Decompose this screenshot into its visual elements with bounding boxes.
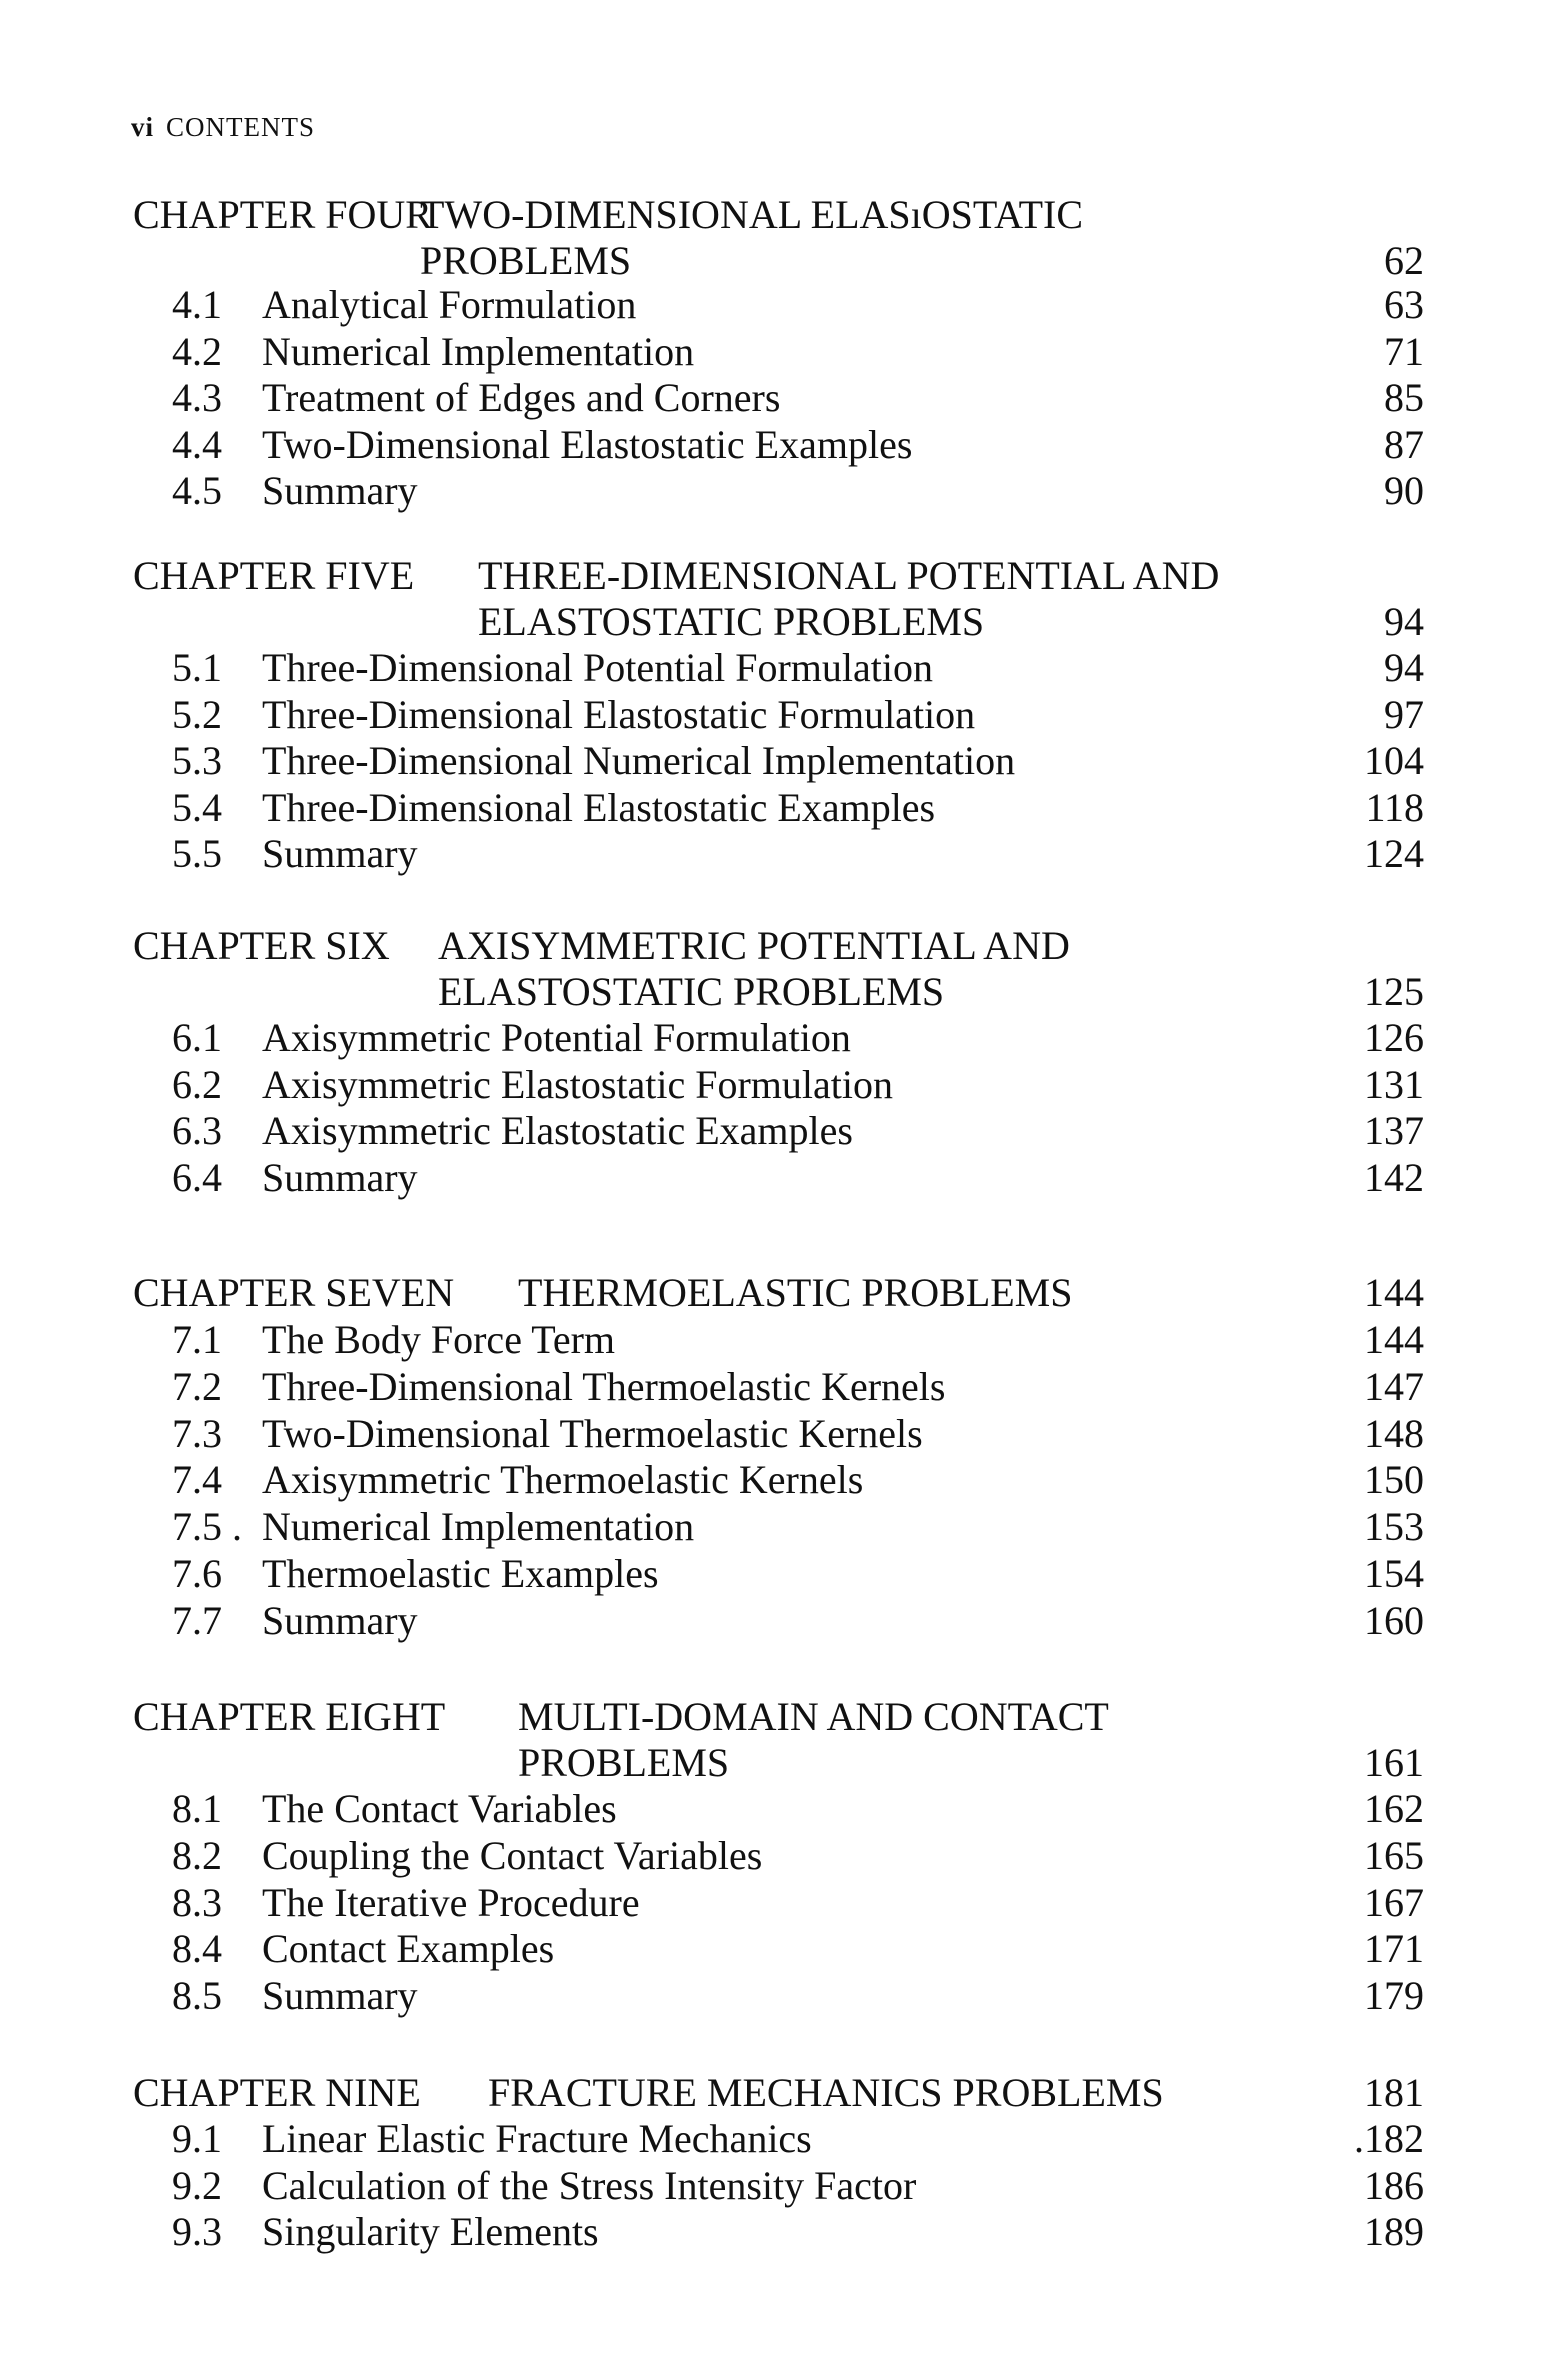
section-entry bbox=[0, 1364, 1557, 1410]
section-page-number: 118 bbox=[1365, 785, 1424, 830]
section-entry bbox=[0, 2116, 1557, 2162]
chapter-heading bbox=[133, 1694, 445, 1740]
section-page-number: 126 bbox=[1364, 1015, 1424, 1060]
chapter-page-number: 125 bbox=[1364, 969, 1424, 1014]
section-entry bbox=[0, 282, 1557, 328]
chapter-heading bbox=[133, 2070, 421, 2116]
section-title: Axisymmetric Elastostatic Formulation bbox=[262, 1062, 894, 1107]
section-title: Three-Dimensional Potential Formulation bbox=[262, 645, 933, 690]
section-page-number: 63 bbox=[1384, 282, 1424, 327]
chapter-page-number: 144 bbox=[1364, 1270, 1424, 1315]
section-page-number: 147 bbox=[1364, 1364, 1424, 1409]
section-title: Singularity Elements bbox=[262, 2209, 599, 2254]
chapter-label: CHAPTER SIX bbox=[133, 923, 390, 968]
section-page-number: 97 bbox=[1384, 692, 1424, 737]
section-page-number: 160 bbox=[1364, 1598, 1424, 1643]
section-number: 8.2 bbox=[172, 1833, 222, 1878]
section-title: Treatment of Edges and Corners bbox=[262, 375, 781, 420]
chapter-title-line1: FRACTURE MECHANICS PROBLEMS bbox=[488, 2070, 1164, 2115]
section-entry bbox=[0, 785, 1557, 831]
chapter-title-line2: ELASTOSTATIC PROBLEMS bbox=[478, 599, 985, 644]
section-page-number: 153 bbox=[1364, 1504, 1424, 1549]
section-number: 4.5 bbox=[172, 468, 222, 513]
section-number: 9.3 bbox=[172, 2209, 222, 2254]
section-title: Axisymmetric Thermoelastic Kernels bbox=[262, 1457, 864, 1502]
section-number: 8.4 bbox=[172, 1926, 222, 1971]
section-entry bbox=[0, 329, 1557, 375]
section-entry bbox=[0, 1015, 1557, 1061]
section-entry bbox=[0, 645, 1557, 691]
section-page-number: 167 bbox=[1364, 1880, 1424, 1925]
section-number: 6.2 bbox=[172, 1062, 222, 1107]
section-number: 4.1 bbox=[172, 282, 222, 327]
chapter-page-number: 161 bbox=[1364, 1740, 1424, 1785]
section-title: Summary bbox=[262, 831, 418, 876]
section-number: 7.5 . bbox=[172, 1504, 242, 1549]
section-page-number: 94 bbox=[1384, 645, 1424, 690]
chapter-heading bbox=[133, 553, 414, 599]
section-number: 7.6 bbox=[172, 1551, 222, 1596]
section-title: Summary bbox=[262, 1155, 418, 1200]
chapter-label: CHAPTER NINE bbox=[133, 2070, 421, 2115]
section-page-number: 148 bbox=[1364, 1411, 1424, 1456]
section-title: Thermoelastic Examples bbox=[262, 1551, 659, 1596]
section-number: 8.3 bbox=[172, 1880, 222, 1925]
section-number: 8.5 bbox=[172, 1973, 222, 2018]
section-page-number: 104 bbox=[1364, 738, 1424, 783]
chapter-title-line2: PROBLEMS bbox=[420, 238, 632, 283]
chapter-title-line1: MULTI-DOMAIN AND CONTACT bbox=[518, 1694, 1109, 1739]
section-title: Contact Examples bbox=[262, 1926, 555, 1971]
section-page-number: 186 bbox=[1364, 2163, 1424, 2208]
section-title: Coupling the Contact Variables bbox=[262, 1833, 763, 1878]
section-title: Analytical Formulation bbox=[262, 282, 637, 327]
section-number: 5.3 bbox=[172, 738, 222, 783]
chapter-page-number: 62 bbox=[1384, 238, 1424, 283]
section-entry bbox=[0, 422, 1557, 468]
section-number: 6.1 bbox=[172, 1015, 222, 1060]
section-number: 4.3 bbox=[172, 375, 222, 420]
section-title: Linear Elastic Fracture Mechanics bbox=[262, 2116, 812, 2161]
section-title: The Contact Variables bbox=[262, 1786, 617, 1831]
section-entry bbox=[0, 1598, 1557, 1644]
section-entry bbox=[0, 1062, 1557, 1108]
section-entry bbox=[0, 375, 1557, 421]
section-page-number: 165 bbox=[1364, 1833, 1424, 1878]
section-page-number: .182 bbox=[1354, 2116, 1424, 2161]
running-header bbox=[131, 112, 315, 143]
section-number: 5.5 bbox=[172, 831, 222, 876]
section-entry bbox=[0, 1551, 1557, 1597]
chapter-label: CHAPTER FIVE bbox=[133, 553, 415, 598]
section-entry bbox=[0, 1504, 1557, 1550]
chapter-heading bbox=[133, 1270, 454, 1316]
section-page-number: 90 bbox=[1384, 468, 1424, 513]
section-title: Numerical Implementation bbox=[262, 1504, 695, 1549]
section-title: Summary bbox=[262, 1973, 418, 2018]
section-page-number: 162 bbox=[1364, 1786, 1424, 1831]
chapter-label: CHAPTER FOUR bbox=[133, 192, 432, 237]
chapter-label: CHAPTER SEVEN bbox=[133, 1270, 455, 1315]
section-entry bbox=[0, 1973, 1557, 2019]
section-title: Three-Dimensional Thermoelastic Kernels bbox=[262, 1364, 946, 1409]
section-number: 4.2 bbox=[172, 329, 222, 374]
section-page-number: 144 bbox=[1364, 1317, 1424, 1362]
section-number: 9.2 bbox=[172, 2163, 222, 2208]
section-entry bbox=[0, 1108, 1557, 1154]
section-page-number: 154 bbox=[1364, 1551, 1424, 1596]
section-title: Two-Dimensional Elastostatic Examples bbox=[262, 422, 913, 467]
section-title: Three-Dimensional Numerical Implementation bbox=[262, 738, 1016, 783]
section-number: 7.7 bbox=[172, 1598, 222, 1643]
chapter-heading bbox=[133, 923, 390, 969]
section-number: 6.3 bbox=[172, 1108, 222, 1153]
section-entry bbox=[0, 1457, 1557, 1503]
section-number: 4.4 bbox=[172, 422, 222, 467]
section-entry bbox=[0, 1926, 1557, 1972]
section-number: 7.4 bbox=[172, 1457, 222, 1502]
section-entry bbox=[0, 468, 1557, 514]
page-number: vi bbox=[131, 112, 155, 142]
section-page-number: 124 bbox=[1364, 831, 1424, 876]
section-entry bbox=[0, 1880, 1557, 1926]
chapter-page-number: 181 bbox=[1364, 2070, 1424, 2115]
section-page-number: 85 bbox=[1384, 375, 1424, 420]
chapter-title-line1: THREE-DIMENSIONAL POTENTIAL AND bbox=[478, 553, 1220, 598]
chapter-page-number: 94 bbox=[1384, 599, 1424, 644]
section-entry bbox=[0, 1411, 1557, 1457]
section-entry bbox=[0, 1786, 1557, 1832]
section-page-number: 189 bbox=[1364, 2209, 1424, 2254]
section-page-number: 142 bbox=[1364, 1155, 1424, 1200]
section-title: Three-Dimensional Elastostatic Examples bbox=[262, 785, 936, 830]
section-page-number: 131 bbox=[1364, 1062, 1424, 1107]
section-number: 6.4 bbox=[172, 1155, 222, 1200]
section-page-number: 171 bbox=[1364, 1926, 1424, 1971]
section-number: 7.1 bbox=[172, 1317, 222, 1362]
section-entry bbox=[0, 831, 1557, 877]
section-entry bbox=[0, 1833, 1557, 1879]
section-page-number: 137 bbox=[1364, 1108, 1424, 1153]
section-page-number: 179 bbox=[1364, 1973, 1424, 2018]
chapter-title-line1: TWO-DIMENSIONAL ELASıOSTATIC bbox=[420, 192, 1084, 237]
section-number: 5.4 bbox=[172, 785, 222, 830]
section-title: Two-Dimensional Thermoelastic Kernels bbox=[262, 1411, 923, 1456]
section-number: 9.1 bbox=[172, 2116, 222, 2161]
chapter-title-line1: AXISYMMETRIC POTENTIAL AND bbox=[438, 923, 1070, 968]
section-title: The Body Force Term bbox=[262, 1317, 616, 1362]
section-title: Three-Dimensional Elastostatic Formulation bbox=[262, 692, 976, 737]
section-page-number: 71 bbox=[1384, 329, 1424, 374]
section-entry bbox=[0, 2163, 1557, 2209]
section-entry bbox=[0, 1317, 1557, 1363]
section-page-number: 150 bbox=[1364, 1457, 1424, 1502]
running-title: CONTENTS bbox=[166, 112, 316, 142]
section-title: Axisymmetric Potential Formulation bbox=[262, 1015, 851, 1060]
chapter-label: CHAPTER EIGHT bbox=[133, 1694, 446, 1739]
section-entry bbox=[0, 2209, 1557, 2255]
chapter-title-line2: PROBLEMS bbox=[518, 1740, 730, 1785]
section-number: 7.3 bbox=[172, 1411, 222, 1456]
section-entry bbox=[0, 1155, 1557, 1201]
section-number: 7.2 bbox=[172, 1364, 222, 1409]
section-title: Axisymmetric Elastostatic Examples bbox=[262, 1108, 853, 1153]
section-title: The Iterative Procedure bbox=[262, 1880, 640, 1925]
section-entry bbox=[0, 692, 1557, 738]
section-number: 5.2 bbox=[172, 692, 222, 737]
chapter-heading bbox=[133, 192, 432, 238]
chapter-title-line2: ELASTOSTATIC PROBLEMS bbox=[438, 969, 945, 1014]
section-title: Summary bbox=[262, 1598, 418, 1643]
section-title: Summary bbox=[262, 468, 418, 513]
section-number: 8.1 bbox=[172, 1786, 222, 1831]
section-page-number: 87 bbox=[1384, 422, 1424, 467]
section-title: Numerical Implementation bbox=[262, 329, 695, 374]
chapter-title-line1: THERMOELASTIC PROBLEMS bbox=[518, 1270, 1073, 1315]
section-entry bbox=[0, 738, 1557, 784]
section-number: 5.1 bbox=[172, 645, 222, 690]
section-title: Calculation of the Stress Intensity Factor bbox=[262, 2163, 917, 2208]
